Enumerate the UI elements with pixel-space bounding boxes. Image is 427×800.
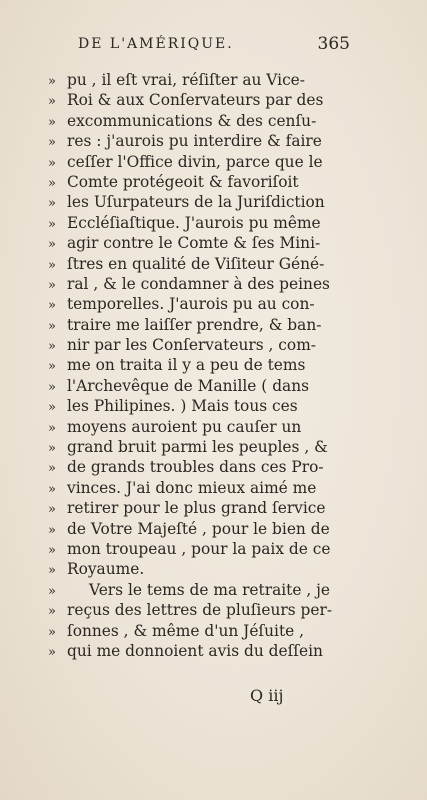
line-text: Roi & aux Conſervateurs par des — [67, 91, 324, 110]
text-line — [48, 131, 344, 151]
body-text — [48, 70, 344, 661]
text-line — [48, 437, 344, 457]
text-line — [48, 213, 344, 233]
quotation-mark: » — [48, 379, 56, 395]
quotation-mark: » — [48, 94, 56, 110]
text-line — [48, 70, 344, 90]
line-text: les Philipines. ) Mais tous ces — [67, 397, 298, 416]
text-line — [48, 192, 344, 212]
quotation-mark: » — [48, 359, 56, 375]
quotation-mark: » — [48, 604, 56, 620]
text-line — [48, 417, 344, 437]
line-text: mon troupeau , pour la paix de ce — [67, 539, 331, 558]
quotation-mark: » — [48, 175, 56, 191]
line-text: retirer pour le plus grand ſervice — [67, 499, 326, 518]
quotation-mark: » — [48, 400, 56, 416]
line-text: ſtres en qualité de Viſiteur Géné- — [67, 254, 325, 273]
quotation-mark: » — [48, 441, 56, 457]
text-line — [48, 580, 344, 600]
text-line — [48, 539, 344, 559]
text-line — [48, 254, 344, 274]
text-line — [48, 152, 344, 172]
text-line — [48, 90, 344, 110]
line-text: Comte protégeoit & favoriſoit — [67, 172, 299, 191]
text-line — [48, 111, 344, 131]
line-text: moyens auroient pu cauſer un — [67, 417, 302, 436]
text-line — [48, 274, 344, 294]
running-header — [78, 36, 348, 52]
page-number: 365 — [317, 34, 350, 54]
quotation-mark: » — [48, 502, 56, 518]
text-line — [48, 621, 344, 641]
text-line — [48, 559, 344, 579]
line-text: excommunications & des cenſu- — [67, 111, 317, 130]
line-text: res : j'aurois pu interdire & faire — [67, 132, 322, 151]
quotation-mark: » — [48, 196, 56, 212]
quotation-mark: » — [48, 114, 56, 130]
signature-mark: Q iij — [250, 686, 284, 705]
text-line — [48, 335, 344, 355]
text-line — [48, 498, 344, 518]
quotation-mark: » — [48, 542, 56, 558]
line-text: qui me donnoient avis du deſſein — [67, 641, 323, 660]
line-text: traire me laiſſer prendre, & ban- — [67, 315, 322, 334]
line-text: ral , & le condamner à des peines — [67, 274, 330, 293]
quotation-mark: » — [48, 420, 56, 436]
line-text: de Votre Majeſté , pour le bien de — [67, 519, 330, 538]
running-title: DE L'AMÉRIQUE. — [78, 36, 234, 52]
line-text: Vers le tems de ma retraite , je — [89, 580, 331, 599]
quotation-mark: » — [48, 339, 56, 355]
line-text: vinces. J'ai donc mieux aimé me — [67, 478, 317, 497]
quotation-mark: » — [48, 74, 56, 89]
quotation-mark: » — [48, 257, 56, 273]
text-line — [48, 172, 344, 192]
quotation-mark: » — [48, 237, 56, 253]
quotation-mark: » — [48, 644, 56, 660]
text-line — [48, 315, 344, 335]
text-line — [48, 355, 344, 375]
text-line — [48, 457, 344, 477]
quotation-mark: » — [48, 481, 56, 497]
text-line — [48, 478, 344, 498]
quotation-mark: » — [48, 135, 56, 151]
line-text: Eccléſiaſtique. J'aurois pu même — [67, 213, 321, 232]
line-text: agir contre le Comte & ſes Mini- — [67, 234, 321, 253]
quotation-mark: » — [48, 318, 56, 334]
line-text: pu , il eſt vrai, réſiſter au Vice- — [67, 71, 305, 89]
quotation-mark: » — [48, 563, 56, 579]
line-text: nir par les Conſervateurs , com- — [67, 336, 316, 355]
quotation-mark: » — [48, 461, 56, 477]
line-text: Royaume. — [67, 560, 145, 579]
line-text: ſonnes , & même d'un Jéſuite , — [67, 621, 305, 640]
line-text: l'Archevêque de Manille ( dans — [67, 376, 310, 395]
line-text: les Uſurpateurs de la Juriſdiction — [67, 193, 325, 212]
quotation-mark: » — [48, 155, 56, 171]
text-line — [48, 600, 344, 620]
line-text: ceſſer l'Office divin, parce que le — [67, 152, 323, 171]
quotation-mark: » — [48, 583, 56, 599]
line-text: grand bruit parmi les peuples , & — [67, 438, 328, 457]
text-line — [48, 641, 344, 661]
quotation-mark: » — [48, 298, 56, 314]
text-line — [48, 519, 344, 539]
quotation-mark: » — [48, 216, 56, 232]
text-line — [48, 396, 344, 416]
line-text: reçus des lettres de pluſieurs per- — [67, 601, 333, 620]
text-line — [48, 233, 344, 253]
text-line — [48, 294, 344, 314]
quotation-mark: » — [48, 277, 56, 293]
line-text: temporelles. J'aurois pu au con- — [67, 295, 315, 314]
quotation-mark: » — [48, 522, 56, 538]
text-line — [48, 376, 344, 396]
quotation-mark: » — [48, 624, 56, 640]
line-text: de grands troubles dans ces Pro- — [67, 458, 324, 477]
line-text: me on traita il y a peu de tems — [67, 356, 306, 375]
